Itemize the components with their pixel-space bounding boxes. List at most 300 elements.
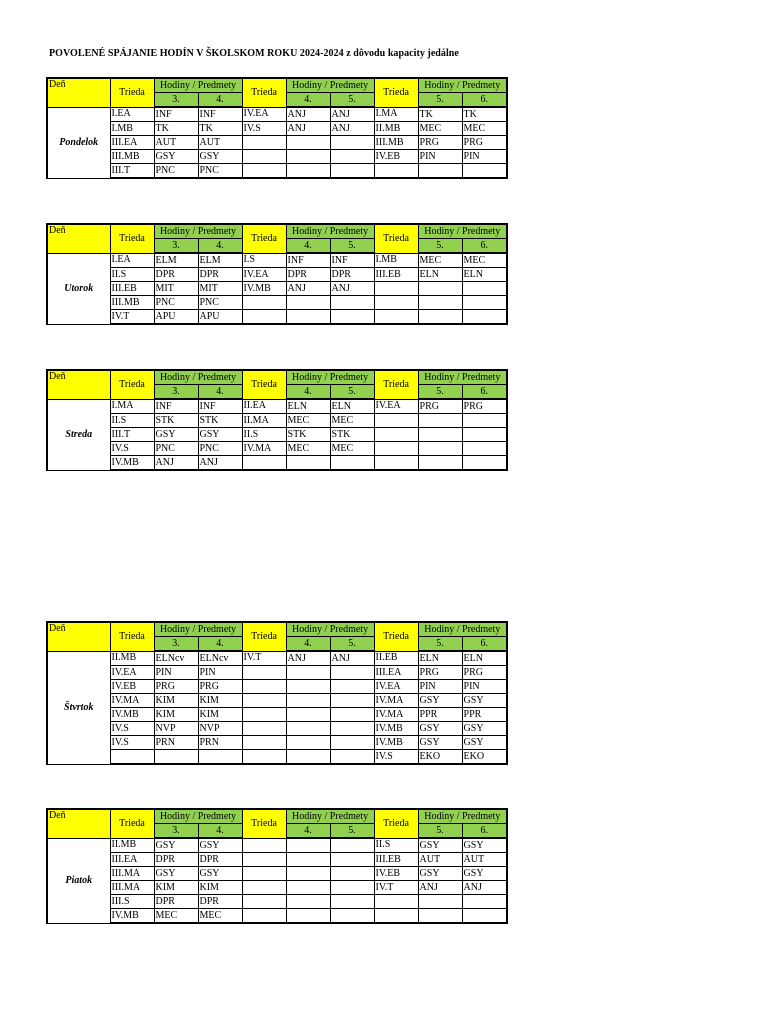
subject-cell: TK bbox=[418, 107, 462, 122]
header-hour: 6. bbox=[462, 93, 507, 108]
day-name: Streda bbox=[47, 399, 110, 470]
subject-cell: KIM bbox=[198, 708, 242, 722]
day-name: Pondelok bbox=[47, 107, 110, 178]
header-trieda: Trieda bbox=[110, 370, 154, 399]
table-row bbox=[47, 150, 507, 164]
subject-cell bbox=[330, 666, 374, 680]
subject-cell: PNC bbox=[198, 296, 242, 310]
subject-cell: AUT bbox=[198, 136, 242, 150]
subject-cell bbox=[418, 428, 462, 442]
subject-cell: PIN bbox=[418, 680, 462, 694]
subject-cell bbox=[330, 694, 374, 708]
class-cell bbox=[242, 456, 286, 471]
day-table-4 bbox=[46, 808, 508, 924]
class-cell bbox=[374, 895, 418, 909]
table-row bbox=[47, 310, 507, 325]
class-cell: IV.EA bbox=[110, 666, 154, 680]
table-row bbox=[47, 282, 507, 296]
header-trieda: Trieda bbox=[242, 78, 286, 107]
class-cell: III.EB bbox=[374, 268, 418, 282]
subject-cell bbox=[462, 414, 507, 428]
header-den: Deň bbox=[47, 224, 110, 253]
class-cell bbox=[374, 296, 418, 310]
subject-cell: MEC bbox=[286, 414, 330, 428]
class-cell: II.MB bbox=[374, 122, 418, 136]
table-row bbox=[47, 666, 507, 680]
subject-cell: INF bbox=[198, 107, 242, 122]
class-cell bbox=[374, 456, 418, 471]
subject-cell: ELN bbox=[418, 651, 462, 666]
header-hodiny: Hodiny / Predmety bbox=[286, 224, 374, 239]
header-hour: 5. bbox=[330, 385, 374, 400]
class-cell: I.MA bbox=[374, 107, 418, 122]
subject-cell: GSY bbox=[198, 150, 242, 164]
subject-cell: AUT bbox=[418, 853, 462, 867]
subject-cell: GSY bbox=[154, 428, 198, 442]
subject-cell: GSY bbox=[462, 722, 507, 736]
class-cell bbox=[242, 838, 286, 853]
subject-cell bbox=[462, 296, 507, 310]
subject-cell bbox=[286, 736, 330, 750]
header-hodiny: Hodiny / Predmety bbox=[286, 809, 374, 824]
class-cell: II.S bbox=[110, 268, 154, 282]
subject-cell: APU bbox=[198, 310, 242, 325]
header-hour: 5. bbox=[418, 637, 462, 652]
subject-cell: ANJ bbox=[330, 651, 374, 666]
subject-cell bbox=[418, 909, 462, 924]
class-cell bbox=[374, 310, 418, 325]
class-cell: I.S bbox=[242, 253, 286, 268]
subject-cell: ANJ bbox=[462, 881, 507, 895]
header-hour: 4. bbox=[198, 824, 242, 839]
table-row bbox=[47, 428, 507, 442]
table-row bbox=[47, 680, 507, 694]
header-trieda: Trieda bbox=[110, 622, 154, 651]
subject-cell bbox=[286, 164, 330, 179]
header-hour: 3. bbox=[154, 637, 198, 652]
subject-cell: ELM bbox=[154, 253, 198, 268]
subject-cell bbox=[330, 680, 374, 694]
class-cell: IV.S bbox=[242, 122, 286, 136]
table-row bbox=[47, 708, 507, 722]
subject-cell bbox=[286, 150, 330, 164]
subject-cell: PRG bbox=[154, 680, 198, 694]
subject-cell: NVP bbox=[198, 722, 242, 736]
class-cell: IV.T bbox=[374, 881, 418, 895]
subject-cell: PNC bbox=[154, 164, 198, 179]
header-trieda: Trieda bbox=[374, 622, 418, 651]
subject-cell: PIN bbox=[418, 150, 462, 164]
header-hour: 5. bbox=[418, 824, 462, 839]
class-cell bbox=[242, 694, 286, 708]
subject-cell: NVP bbox=[154, 722, 198, 736]
subject-cell bbox=[462, 909, 507, 924]
subject-cell: DPR bbox=[286, 268, 330, 282]
subject-cell bbox=[286, 694, 330, 708]
schedule-table bbox=[46, 808, 508, 924]
header-hour: 6. bbox=[462, 824, 507, 839]
subject-cell: ELN bbox=[462, 268, 507, 282]
subject-cell: ANJ bbox=[154, 456, 198, 471]
subject-cell bbox=[286, 867, 330, 881]
header-trieda: Trieda bbox=[242, 224, 286, 253]
header-trieda: Trieda bbox=[374, 809, 418, 838]
class-cell: III.EB bbox=[110, 282, 154, 296]
subject-cell bbox=[286, 909, 330, 924]
subject-cell bbox=[286, 722, 330, 736]
subject-cell: TK bbox=[154, 122, 198, 136]
header-hour: 3. bbox=[154, 824, 198, 839]
subject-cell: ELN bbox=[330, 399, 374, 414]
subject-cell: INF bbox=[154, 399, 198, 414]
day-name: Utorok bbox=[47, 253, 110, 324]
day-name: Piatok bbox=[47, 838, 110, 923]
class-cell bbox=[242, 136, 286, 150]
subject-cell bbox=[286, 881, 330, 895]
subject-cell: MEC bbox=[418, 253, 462, 268]
class-cell: I.MA bbox=[110, 399, 154, 414]
class-cell bbox=[242, 296, 286, 310]
class-cell: III.EB bbox=[374, 853, 418, 867]
header-trieda: Trieda bbox=[110, 809, 154, 838]
class-cell bbox=[242, 881, 286, 895]
subject-cell bbox=[462, 428, 507, 442]
subject-cell bbox=[462, 164, 507, 179]
class-cell: III.EA bbox=[374, 666, 418, 680]
subject-cell: KIM bbox=[198, 694, 242, 708]
subject-cell: ANJ bbox=[286, 122, 330, 136]
header-hour: 5. bbox=[330, 637, 374, 652]
subject-cell: MEC bbox=[418, 122, 462, 136]
class-cell: III.EA bbox=[110, 853, 154, 867]
subject-cell: ELM bbox=[198, 253, 242, 268]
class-cell bbox=[242, 750, 286, 765]
header-hodiny: Hodiny / Predmety bbox=[154, 809, 242, 824]
subject-cell: PNC bbox=[198, 164, 242, 179]
subject-cell: ELN bbox=[286, 399, 330, 414]
subject-cell: GSY bbox=[154, 867, 198, 881]
class-cell: IV.MA bbox=[242, 442, 286, 456]
class-cell: IV.EB bbox=[110, 680, 154, 694]
header-hodiny: Hodiny / Predmety bbox=[286, 622, 374, 637]
subject-cell: MIT bbox=[198, 282, 242, 296]
class-cell: IV.MB bbox=[110, 456, 154, 471]
header-hodiny: Hodiny / Predmety bbox=[418, 622, 507, 637]
subject-cell: PRG bbox=[198, 680, 242, 694]
schedule-table bbox=[46, 77, 508, 179]
subject-cell: PPR bbox=[462, 708, 507, 722]
header-trieda: Trieda bbox=[110, 78, 154, 107]
header-trieda: Trieda bbox=[242, 622, 286, 651]
class-cell: II.S bbox=[110, 414, 154, 428]
table-row bbox=[47, 164, 507, 179]
subject-cell: DPR bbox=[154, 895, 198, 909]
class-cell: I.EA bbox=[110, 107, 154, 122]
class-cell: IV.EA bbox=[374, 399, 418, 414]
subject-cell: ANJ bbox=[330, 107, 374, 122]
class-cell: II.MA bbox=[242, 414, 286, 428]
subject-cell bbox=[154, 750, 198, 765]
class-cell bbox=[242, 150, 286, 164]
subject-cell: TK bbox=[462, 107, 507, 122]
table-row bbox=[47, 694, 507, 708]
header-trieda: Trieda bbox=[242, 809, 286, 838]
class-cell bbox=[374, 442, 418, 456]
class-cell bbox=[242, 164, 286, 179]
class-cell: IV.T bbox=[242, 651, 286, 666]
subject-cell: ANJ bbox=[286, 282, 330, 296]
class-cell: IV.S bbox=[374, 750, 418, 765]
header-hour: 4. bbox=[286, 239, 330, 254]
subject-cell bbox=[330, 867, 374, 881]
subject-cell bbox=[330, 150, 374, 164]
subject-cell: MIT bbox=[154, 282, 198, 296]
header-den: Deň bbox=[47, 370, 110, 399]
header-trieda: Trieda bbox=[110, 224, 154, 253]
schedule-table bbox=[46, 621, 508, 765]
subject-cell: ELNcv bbox=[198, 651, 242, 666]
table-row bbox=[47, 722, 507, 736]
subject-cell bbox=[418, 456, 462, 471]
class-cell bbox=[374, 428, 418, 442]
class-cell: III.MA bbox=[110, 881, 154, 895]
header-hodiny: Hodiny / Predmety bbox=[418, 224, 507, 239]
subject-cell bbox=[330, 456, 374, 471]
table-row bbox=[47, 136, 507, 150]
class-cell: IV.MA bbox=[374, 708, 418, 722]
subject-cell: DPR bbox=[154, 853, 198, 867]
table-row bbox=[47, 909, 507, 924]
class-cell bbox=[242, 736, 286, 750]
class-cell bbox=[242, 867, 286, 881]
subject-cell: GSY bbox=[198, 428, 242, 442]
class-cell: I.MB bbox=[110, 122, 154, 136]
subject-cell: INF bbox=[198, 399, 242, 414]
subject-cell: STK bbox=[330, 428, 374, 442]
header-hodiny: Hodiny / Predmety bbox=[418, 78, 507, 93]
subject-cell bbox=[330, 736, 374, 750]
subject-cell bbox=[286, 666, 330, 680]
subject-cell: MEC bbox=[330, 442, 374, 456]
class-cell: II.S bbox=[374, 838, 418, 853]
subject-cell bbox=[418, 895, 462, 909]
subject-cell bbox=[330, 838, 374, 853]
class-cell bbox=[242, 853, 286, 867]
subject-cell: PNC bbox=[154, 442, 198, 456]
class-cell: IV.EA bbox=[242, 268, 286, 282]
subject-cell: ANJ bbox=[330, 282, 374, 296]
subject-cell bbox=[418, 282, 462, 296]
subject-cell: STK bbox=[286, 428, 330, 442]
header-hour: 6. bbox=[462, 239, 507, 254]
header-hodiny: Hodiny / Predmety bbox=[418, 809, 507, 824]
subject-cell: ANJ bbox=[198, 456, 242, 471]
subject-cell: KIM bbox=[154, 708, 198, 722]
class-cell bbox=[374, 909, 418, 924]
class-cell: II.S bbox=[242, 428, 286, 442]
schedule-table bbox=[46, 369, 508, 471]
subject-cell: ELN bbox=[418, 268, 462, 282]
class-cell: II.EA bbox=[242, 399, 286, 414]
class-cell bbox=[242, 722, 286, 736]
subject-cell: GSY bbox=[462, 838, 507, 853]
class-cell: III.MB bbox=[110, 296, 154, 310]
header-hodiny: Hodiny / Predmety bbox=[286, 370, 374, 385]
header-hour: 5. bbox=[418, 239, 462, 254]
subject-cell: EKO bbox=[418, 750, 462, 765]
subject-cell: GSY bbox=[418, 736, 462, 750]
subject-cell: DPR bbox=[198, 268, 242, 282]
subject-cell: PIN bbox=[198, 666, 242, 680]
subject-cell bbox=[330, 722, 374, 736]
class-cell: IV.S bbox=[110, 442, 154, 456]
subject-cell: DPR bbox=[198, 895, 242, 909]
class-cell: III.T bbox=[110, 428, 154, 442]
schedule-table bbox=[46, 223, 508, 325]
subject-cell: GSY bbox=[418, 867, 462, 881]
class-cell bbox=[242, 895, 286, 909]
subject-cell: MEC bbox=[462, 122, 507, 136]
subject-cell: INF bbox=[286, 253, 330, 268]
class-cell: IV.EB bbox=[374, 867, 418, 881]
header-hour: 5. bbox=[418, 385, 462, 400]
subject-cell: PIN bbox=[154, 666, 198, 680]
class-cell bbox=[242, 666, 286, 680]
header-hodiny: Hodiny / Predmety bbox=[418, 370, 507, 385]
table-row bbox=[47, 895, 507, 909]
subject-cell bbox=[286, 853, 330, 867]
subject-cell bbox=[330, 136, 374, 150]
subject-cell: PRG bbox=[462, 666, 507, 680]
subject-cell: KIM bbox=[198, 881, 242, 895]
subject-cell bbox=[286, 136, 330, 150]
class-cell bbox=[374, 282, 418, 296]
table-row bbox=[47, 750, 507, 765]
class-cell: IV.S bbox=[110, 736, 154, 750]
subject-cell: GSY bbox=[154, 838, 198, 853]
subject-cell: TK bbox=[198, 122, 242, 136]
subject-cell: ELN bbox=[462, 651, 507, 666]
subject-cell: STK bbox=[198, 414, 242, 428]
class-cell: III.MB bbox=[374, 136, 418, 150]
table-row bbox=[47, 414, 507, 428]
subject-cell: PNC bbox=[198, 442, 242, 456]
header-hour: 5. bbox=[418, 93, 462, 108]
table-row bbox=[47, 853, 507, 867]
header-hodiny: Hodiny / Predmety bbox=[154, 224, 242, 239]
header-hour: 3. bbox=[154, 385, 198, 400]
table-row bbox=[47, 736, 507, 750]
subject-cell bbox=[286, 456, 330, 471]
class-cell: II.MB bbox=[110, 651, 154, 666]
subject-cell bbox=[418, 296, 462, 310]
class-cell: III.S bbox=[110, 895, 154, 909]
table-row bbox=[47, 253, 507, 268]
header-hodiny: Hodiny / Predmety bbox=[154, 370, 242, 385]
header-hour: 4. bbox=[198, 637, 242, 652]
subject-cell: PNC bbox=[154, 296, 198, 310]
subject-cell bbox=[418, 164, 462, 179]
subject-cell: GSY bbox=[418, 694, 462, 708]
subject-cell: KIM bbox=[154, 694, 198, 708]
header-hodiny: Hodiny / Predmety bbox=[286, 78, 374, 93]
header-den: Deň bbox=[47, 809, 110, 838]
table-row bbox=[47, 867, 507, 881]
subject-cell: APU bbox=[154, 310, 198, 325]
subject-cell bbox=[330, 853, 374, 867]
class-cell bbox=[242, 680, 286, 694]
header-hour: 4. bbox=[286, 93, 330, 108]
class-cell bbox=[242, 708, 286, 722]
class-cell bbox=[374, 414, 418, 428]
subject-cell: PRN bbox=[198, 736, 242, 750]
subject-cell bbox=[330, 909, 374, 924]
header-hour: 6. bbox=[462, 385, 507, 400]
subject-cell bbox=[330, 895, 374, 909]
subject-cell bbox=[286, 680, 330, 694]
class-cell: III.EA bbox=[110, 136, 154, 150]
subject-cell: INF bbox=[154, 107, 198, 122]
header-trieda: Trieda bbox=[374, 78, 418, 107]
subject-cell bbox=[286, 296, 330, 310]
class-cell bbox=[242, 909, 286, 924]
header-den: Deň bbox=[47, 78, 110, 107]
class-cell: IV.MB bbox=[110, 909, 154, 924]
subject-cell: PRG bbox=[462, 136, 507, 150]
header-trieda: Trieda bbox=[374, 370, 418, 399]
class-cell: IV.T bbox=[110, 310, 154, 325]
subject-cell: PPR bbox=[418, 708, 462, 722]
subject-cell: GSY bbox=[198, 838, 242, 853]
header-hour: 4. bbox=[286, 385, 330, 400]
class-cell: IV.EB bbox=[374, 150, 418, 164]
header-hour: 5. bbox=[330, 239, 374, 254]
header-hour: 6. bbox=[462, 637, 507, 652]
subject-cell: MEC bbox=[286, 442, 330, 456]
subject-cell bbox=[286, 750, 330, 765]
table-row bbox=[47, 456, 507, 471]
subject-cell bbox=[462, 895, 507, 909]
class-cell: IV.MB bbox=[110, 708, 154, 722]
table-row bbox=[47, 268, 507, 282]
subject-cell: GSY bbox=[198, 867, 242, 881]
subject-cell: KIM bbox=[154, 881, 198, 895]
header-hour: 4. bbox=[198, 385, 242, 400]
subject-cell: PIN bbox=[462, 150, 507, 164]
table-row bbox=[47, 442, 507, 456]
header-hour: 4. bbox=[198, 239, 242, 254]
header-trieda: Trieda bbox=[242, 370, 286, 399]
class-cell: II.MB bbox=[110, 838, 154, 853]
table-row bbox=[47, 881, 507, 895]
subject-cell: PRG bbox=[418, 666, 462, 680]
header-hour: 4. bbox=[286, 637, 330, 652]
subject-cell bbox=[286, 838, 330, 853]
class-cell bbox=[242, 310, 286, 325]
header-hodiny: Hodiny / Predmety bbox=[154, 78, 242, 93]
class-cell: II.EB bbox=[374, 651, 418, 666]
subject-cell bbox=[330, 164, 374, 179]
subject-cell bbox=[462, 282, 507, 296]
subject-cell bbox=[198, 750, 242, 765]
subject-cell bbox=[418, 310, 462, 325]
subject-cell: GSY bbox=[462, 736, 507, 750]
header-den: Deň bbox=[47, 622, 110, 651]
page-title: POVOLENÉ SPÁJANIE HODÍN V ŠKOLSKOM ROKU 2024-2024 z dôvodu kapacity jedálne bbox=[49, 48, 459, 59]
subject-cell: ANJ bbox=[286, 651, 330, 666]
header-hour: 5. bbox=[330, 824, 374, 839]
class-cell bbox=[374, 164, 418, 179]
